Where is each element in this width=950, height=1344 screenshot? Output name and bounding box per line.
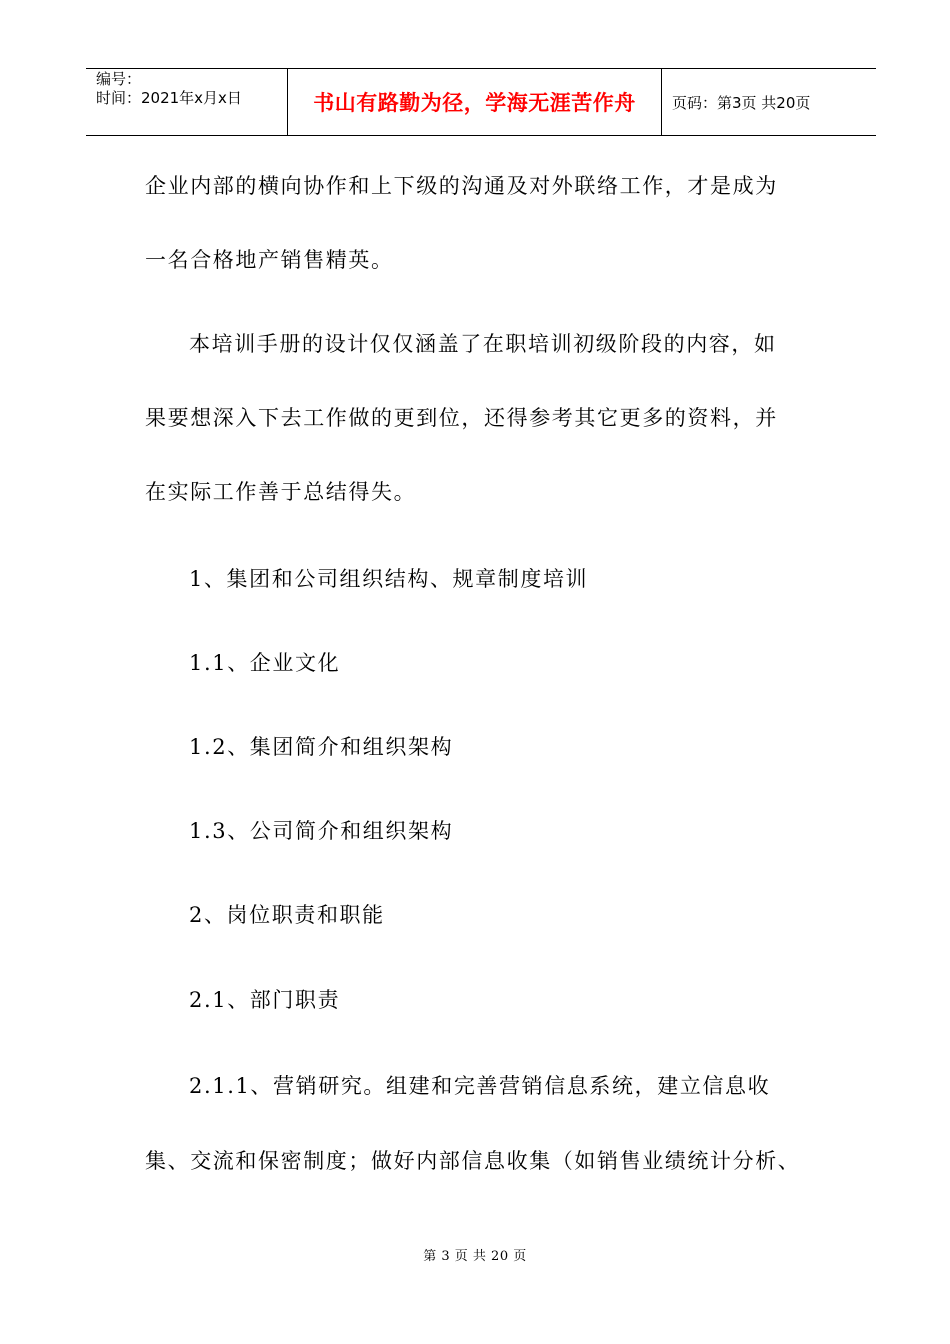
page-header [86, 68, 876, 136]
header-motto: 书山有路勤为径，学海无涯苦作舟 [313, 91, 636, 115]
header-motto-cell [288, 69, 662, 135]
document-number-label: 编号： [96, 70, 142, 88]
document-time-label: 时间：2021年x月x日 [96, 89, 242, 107]
subsection-heading: 1.2、集团简介和组织架构 [189, 735, 454, 759]
body-line: 本培训手册的设计仅仅涵盖了在职培训初级阶段的内容，如 [189, 332, 777, 356]
body-line: 一名合格地产销售精英。 [145, 248, 394, 272]
subsection-heading: 1.3、公司简介和组织架构 [189, 819, 454, 843]
header-page-cell [662, 69, 876, 135]
header-meta-cell [86, 69, 288, 135]
section-heading: 1、集团和公司组织结构、规章制度培训 [189, 567, 589, 591]
subsection-heading: 2.1、部门职责 [189, 988, 341, 1012]
page-footer: 第 3 页 共 20 页 [423, 1249, 527, 1264]
body-line: 企业内部的横向协作和上下级的沟通及对外联络工作，才是成为 [145, 174, 778, 198]
section-heading: 2、岗位职责和职能 [189, 903, 385, 927]
body-line: 2.1.1、营销研究。组建和完善营销信息系统，建立信息收 [189, 1074, 771, 1098]
body-line: 集、交流和保密制度；做好内部信息收集（如销售业绩统计分析、 [145, 1149, 801, 1173]
header-page-info: 页码：第3页 共20页 [672, 93, 811, 112]
body-line: 在实际工作善于总结得失。 [145, 480, 417, 504]
subsection-heading: 1.1、企业文化 [189, 651, 341, 675]
body-line: 果要想深入下去工作做的更到位，还得参考其它更多的资料，并 [145, 406, 778, 430]
